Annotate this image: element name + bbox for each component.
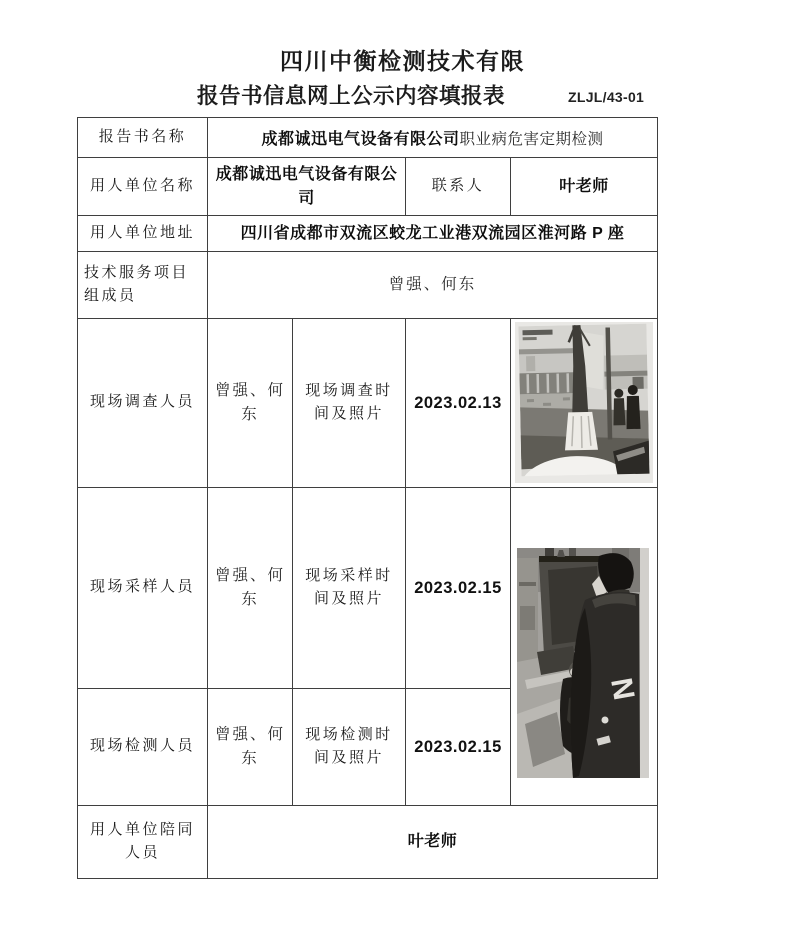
- site-survey-photo: [515, 322, 653, 483]
- contact-value: 叶老师: [511, 158, 658, 216]
- row-employer-name: [78, 158, 658, 216]
- accompanying-label: 用人单位陪同人员: [78, 806, 208, 879]
- site-sampling-date: 2023.02.15: [406, 488, 511, 689]
- report-name-value: [208, 118, 658, 158]
- report-form-table: [77, 117, 658, 879]
- project-team-label: 技术服务项目组成员: [78, 252, 208, 319]
- jacket-letter: N: [604, 675, 641, 703]
- site-sampling-label: 现场采样人员: [78, 488, 208, 689]
- report-name-label: 报告书名称: [78, 118, 208, 158]
- outdoor-scene: [516, 324, 650, 483]
- site-sampling-time-label: 现场采样时间及照片: [293, 488, 406, 689]
- site-survey-photo-graphic: [515, 322, 653, 483]
- site-survey-label: 现场调查人员: [78, 319, 208, 488]
- site-testing-members: 曾强、何东: [208, 689, 293, 806]
- form-title: 报告书信息网上公示内容填报表: [197, 84, 506, 108]
- employer-address-label: 用人单位地址: [78, 216, 208, 252]
- site-sampling-members: 曾强、何东: [208, 488, 293, 689]
- site-sampling-photo-cell: [511, 488, 658, 806]
- row-accompanying: [78, 806, 658, 879]
- site-survey-date: 2023.02.13: [406, 319, 511, 488]
- project-team-value: 曾强、何东: [208, 252, 658, 319]
- doc-code: ZLJL/43-01: [568, 89, 645, 105]
- row-report-name: [78, 118, 658, 158]
- accompanying-value: 叶老师: [208, 806, 658, 879]
- site-testing-date: 2023.02.15: [406, 689, 511, 806]
- site-testing-label: 现场检测人员: [78, 689, 208, 806]
- site-survey-members: 曾强、何东: [208, 319, 293, 488]
- row-employer-address: [78, 216, 658, 252]
- row-site-sampling: [78, 488, 658, 689]
- row-project-team: [78, 252, 658, 319]
- org-title: 四川中衡检测技术有限: [280, 48, 525, 74]
- row-site-survey: [78, 319, 658, 488]
- sampling-site-photo: [517, 548, 649, 778]
- contact-label: 联系人: [406, 158, 511, 216]
- employer-name-value: 成都诚迅电气设备有限公司: [208, 158, 406, 216]
- sampling-photo-graphic: [517, 548, 649, 778]
- report-name-company: 成都诚迅电气设备有限公司: [261, 131, 460, 148]
- report-name-suffix: 职业病危害定期检测: [459, 131, 604, 148]
- employer-address-value: 四川省成都市双流区蛟龙工业港双流园区淮河路 P 座: [208, 216, 658, 252]
- employer-name-label: 用人单位名称: [78, 158, 208, 216]
- site-testing-time-label: 现场检测时间及照片: [293, 689, 406, 806]
- site-survey-time-label: 现场调查时间及照片: [293, 319, 406, 488]
- site-survey-photo-cell: [511, 319, 658, 488]
